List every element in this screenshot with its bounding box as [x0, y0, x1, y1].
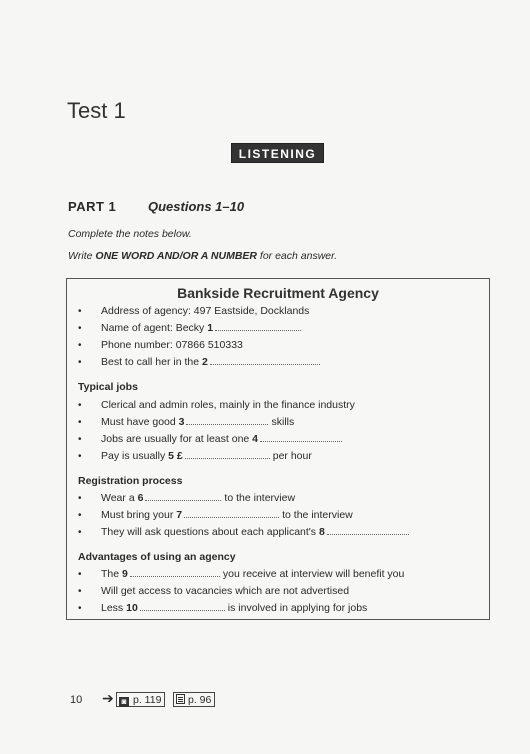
note-item: [101, 602, 367, 614]
note-text: Clerical and admin roles, mainly in the finance industry: [101, 399, 355, 411]
bullet-icon: •: [78, 357, 82, 368]
bullet-icon: •: [78, 323, 82, 334]
section-heading: Registration process: [78, 475, 183, 487]
note-text: They will ask questions about each applicant's: [101, 526, 319, 538]
answer-blank[interactable]: [186, 416, 268, 425]
audio-icon: ◙: [119, 697, 129, 707]
answer-blank[interactable]: [260, 433, 342, 442]
answer-blank[interactable]: [140, 602, 225, 611]
bullet-icon: •: [78, 586, 82, 597]
section-heading: Advantages of using an agency: [78, 551, 236, 563]
answer-blank[interactable]: [215, 322, 301, 331]
note-item: [101, 433, 345, 445]
question-number: 7: [176, 509, 183, 521]
answer-blank[interactable]: [130, 568, 220, 577]
note-text: Less: [101, 602, 127, 614]
answer-key-reference-label: p. 96: [188, 694, 212, 706]
note-text-after: you receive at interview will benefit you: [222, 568, 405, 580]
answer-key-reference[interactable]: [173, 692, 215, 707]
note-item: [101, 356, 323, 368]
question-number: 10: [126, 602, 138, 614]
part-label: PART 1: [68, 199, 117, 214]
note-text: Must bring your: [101, 509, 177, 521]
test-title: Test 1: [67, 98, 126, 123]
note-text: Address of agency: 497 Eastside, Docklands: [101, 305, 310, 317]
note-text: The: [101, 568, 123, 580]
arrow-icon: ➔: [102, 690, 114, 706]
question-number: 4: [252, 433, 259, 445]
note-item: [101, 526, 412, 538]
note-item: [101, 492, 295, 504]
note-text-after: to the interview: [224, 492, 296, 504]
instruction-complete: Complete the notes below.: [68, 228, 192, 240]
note-item: [101, 450, 312, 462]
document-icon: [176, 694, 185, 704]
audio-reference-label: p. 119: [133, 694, 162, 706]
note-text: Best to call her in the: [101, 356, 202, 368]
note-text-after: per hour: [272, 450, 312, 462]
bullet-icon: •: [78, 417, 82, 428]
bullet-icon: •: [78, 603, 82, 614]
answer-blank[interactable]: [327, 526, 409, 535]
instruction-write-prefix: Write: [68, 250, 96, 262]
bullet-icon: •: [78, 400, 82, 411]
answer-blank[interactable]: [145, 492, 221, 501]
note-item: [101, 339, 243, 351]
note-text: Must have good: [101, 416, 179, 428]
bullet-icon: •: [78, 340, 82, 351]
answer-blank[interactable]: [210, 356, 320, 365]
questions-label: Questions 1–10: [148, 199, 245, 214]
instruction-write: [68, 250, 337, 262]
listening-badge: LISTENING: [231, 143, 324, 163]
answer-blank[interactable]: [185, 450, 270, 459]
question-number: 8: [318, 526, 325, 538]
note-text: Jobs are usually for at least one: [101, 433, 253, 445]
note-text: Name of agent: Becky: [101, 322, 208, 334]
note-text: Will get access to vacancies which are not advertised: [101, 585, 350, 597]
bullet-icon: •: [78, 434, 82, 445]
answer-blank[interactable]: [184, 509, 279, 518]
audio-reference[interactable]: [116, 692, 165, 707]
bullet-icon: •: [78, 306, 82, 317]
note-text: Pay is usually: [101, 450, 169, 462]
bullet-icon: •: [78, 451, 82, 462]
note-item: [101, 305, 309, 317]
section-heading: Typical jobs: [78, 381, 138, 393]
instruction-write-suffix: for each answer.: [257, 250, 338, 262]
note-item: [101, 568, 404, 580]
question-number: 5 £: [168, 450, 183, 462]
question-number: 6: [137, 492, 144, 504]
note-text-after: skills: [271, 416, 295, 428]
question-number: 2: [201, 356, 208, 368]
note-item: [101, 322, 304, 334]
note-text-after: is involved in applying for jobs: [227, 602, 368, 614]
notes-title: Bankside Recruitment Agency: [177, 285, 379, 301]
note-text-after: to the interview: [282, 509, 353, 521]
question-number: 9: [122, 568, 128, 580]
page-number: 10: [70, 694, 83, 706]
question-number: 1: [207, 322, 214, 334]
bullet-icon: •: [78, 493, 82, 504]
bullet-icon: •: [78, 527, 82, 538]
bullet-icon: •: [78, 510, 82, 521]
note-item: [101, 509, 353, 521]
question-number: 3: [178, 416, 185, 428]
instruction-write-bold: ONE WORD AND/OR A NUMBER: [95, 250, 257, 262]
note-item: [101, 399, 355, 411]
note-item: [101, 416, 294, 428]
note-text: Phone number: 07866 510333: [101, 339, 243, 351]
note-item: [101, 585, 349, 597]
bullet-icon: •: [78, 569, 82, 580]
note-text: Wear a: [101, 492, 138, 504]
notes-box: [66, 278, 490, 620]
